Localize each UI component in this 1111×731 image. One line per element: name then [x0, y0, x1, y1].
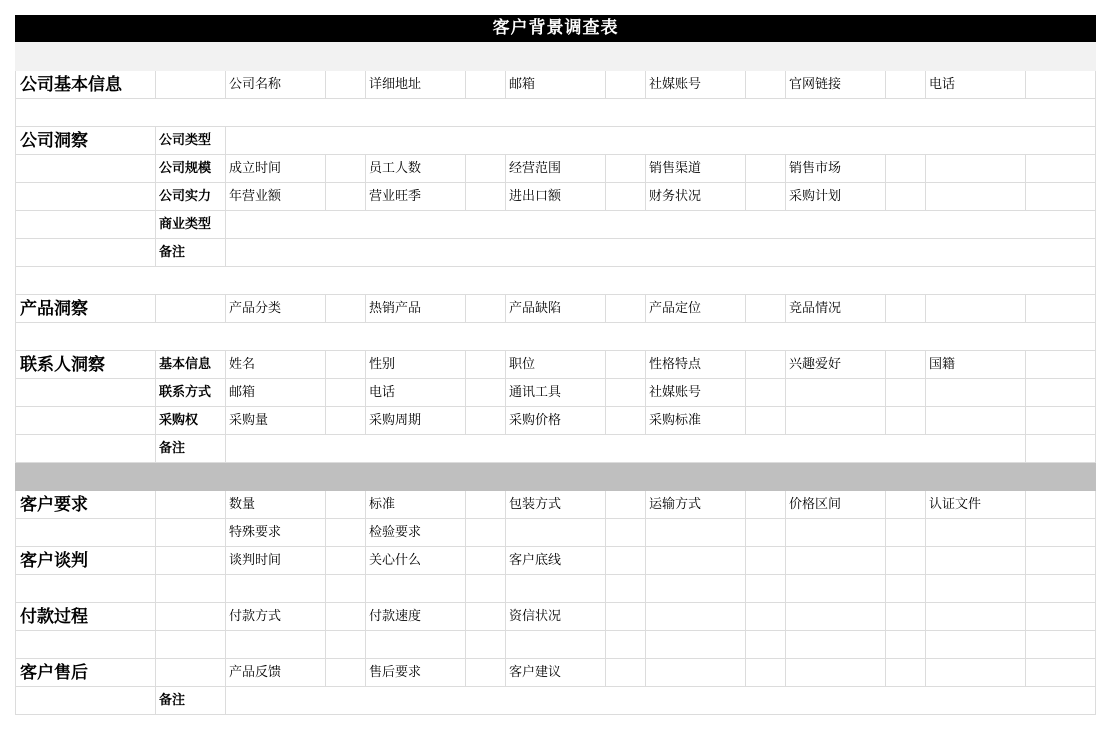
field-label: 邮箱 — [506, 71, 606, 99]
value-cell[interactable] — [746, 379, 786, 407]
table-row — [15, 71, 1096, 99]
value-cell[interactable] — [926, 379, 1026, 407]
field-label: 价格区间 — [786, 491, 886, 519]
value-cell[interactable] — [886, 519, 926, 547]
value-cell[interactable] — [746, 407, 786, 435]
field-label: 竞品情况 — [786, 295, 886, 323]
value-cell[interactable] — [466, 155, 506, 183]
value-cell[interactable] — [746, 351, 786, 379]
field-label: 销售市场 — [786, 155, 886, 183]
field-label: 运输方式 — [646, 491, 746, 519]
value-cell[interactable] — [326, 659, 366, 687]
value-cell[interactable] — [466, 71, 506, 99]
value-cell[interactable] — [326, 491, 366, 519]
value-cell[interactable] — [646, 547, 746, 575]
field-label: 检验要求 — [366, 519, 466, 547]
value-cell[interactable] — [606, 183, 646, 211]
value-cell[interactable] — [886, 491, 926, 519]
field-label: 社媒账号 — [646, 71, 746, 99]
field-label: 进出口额 — [506, 183, 606, 211]
value-cell[interactable] — [746, 659, 786, 687]
field-label: 售后要求 — [366, 659, 466, 687]
field-label: 电话 — [926, 71, 1026, 99]
value-cell[interactable] — [886, 631, 926, 659]
value-cell[interactable] — [886, 351, 926, 379]
value-cell[interactable] — [786, 603, 886, 631]
blank-row-cell[interactable] — [15, 323, 1096, 351]
field-label: 付款速度 — [366, 603, 466, 631]
value-cell[interactable] — [466, 519, 506, 547]
field-label: 热销产品 — [366, 295, 466, 323]
value-cell[interactable] — [786, 631, 886, 659]
empty-cell[interactable] — [15, 631, 156, 659]
value-cell[interactable] — [886, 547, 926, 575]
note-cell[interactable] — [226, 239, 1096, 267]
field-label: 采购计划 — [786, 183, 886, 211]
table-row — [15, 659, 1096, 687]
field-label: 数量 — [226, 491, 326, 519]
field-label: 采购周期 — [366, 407, 466, 435]
value-cell[interactable] — [326, 295, 366, 323]
field-label: 性别 — [366, 351, 466, 379]
value-cell[interactable] — [746, 575, 786, 603]
value-cell[interactable] — [786, 547, 886, 575]
field-label: 客户底线 — [506, 547, 606, 575]
field-label: 采购标准 — [646, 407, 746, 435]
field-label: 官网链接 — [786, 71, 886, 99]
value-cell[interactable] — [886, 575, 926, 603]
table-row — [15, 519, 1096, 547]
field-label: 关心什么 — [366, 547, 466, 575]
value-cell[interactable] — [886, 295, 926, 323]
value-cell[interactable] — [746, 295, 786, 323]
field-label: 国籍 — [926, 351, 1026, 379]
empty-cell[interactable] — [156, 575, 226, 603]
field-label: 财务状况 — [646, 183, 746, 211]
value-cell[interactable] — [646, 603, 746, 631]
field-label: 谈判时间 — [226, 547, 326, 575]
field-label: 电话 — [366, 379, 466, 407]
empty-cell[interactable] — [156, 491, 226, 519]
table-row — [15, 547, 1096, 575]
value-cell[interactable] — [646, 631, 746, 659]
table-row — [15, 323, 1096, 351]
value-cell[interactable] — [746, 491, 786, 519]
value-cell[interactable] — [786, 519, 886, 547]
value-cell[interactable] — [366, 631, 466, 659]
table-row — [15, 407, 1096, 435]
field-label: 产品分类 — [226, 295, 326, 323]
field-label: 营业旺季 — [366, 183, 466, 211]
field-label: 客户建议 — [506, 659, 606, 687]
empty-cell[interactable] — [15, 687, 156, 715]
value-cell[interactable] — [466, 491, 506, 519]
table-row — [15, 183, 1096, 211]
section-divider-band — [15, 463, 1096, 491]
field-label: 特殊要求 — [226, 519, 326, 547]
value-cell[interactable] — [606, 491, 646, 519]
value-cell[interactable] — [226, 631, 326, 659]
value-cell[interactable] — [1026, 519, 1096, 547]
sub-label-contact-basic: 基本信息 — [156, 351, 226, 379]
value-cell[interactable] — [746, 519, 786, 547]
table-row — [15, 687, 1096, 715]
value-cell[interactable] — [646, 519, 746, 547]
value-cell[interactable] — [466, 183, 506, 211]
table-row — [15, 267, 1096, 295]
field-label: 职位 — [506, 351, 606, 379]
field-label: 邮箱 — [226, 379, 326, 407]
value-cell[interactable] — [466, 659, 506, 687]
table-row — [15, 127, 1096, 155]
blank-row-cell[interactable] — [15, 267, 1096, 295]
value-cell[interactable] — [226, 575, 326, 603]
empty-cell[interactable] — [15, 435, 156, 463]
value-cell[interactable] — [926, 659, 1026, 687]
value-cell[interactable] — [886, 71, 926, 99]
value-cell[interactable] — [646, 575, 746, 603]
table-row — [15, 295, 1096, 323]
field-label: 社媒账号 — [646, 379, 746, 407]
value-cell[interactable] — [466, 351, 506, 379]
table-row — [15, 351, 1096, 379]
value-cell[interactable] — [886, 155, 926, 183]
sub-label-business-type: 商业类型 — [156, 211, 226, 239]
table-row — [15, 155, 1096, 183]
value-cell[interactable] — [1026, 351, 1096, 379]
field-label: 经营范围 — [506, 155, 606, 183]
table-row — [15, 99, 1096, 127]
table-row — [15, 491, 1096, 519]
value-cell[interactable] — [1026, 155, 1096, 183]
section-payment-process: 付款过程 — [15, 603, 156, 631]
sub-label-aftersales-note: 备注 — [156, 687, 226, 715]
value-cell[interactable] — [326, 71, 366, 99]
empty-cell[interactable] — [156, 603, 226, 631]
value-cell[interactable] — [926, 155, 1026, 183]
header-spacer-band — [15, 42, 1096, 71]
value-cell[interactable] — [746, 183, 786, 211]
value-cell[interactable] — [746, 603, 786, 631]
value-cell[interactable] — [1026, 575, 1096, 603]
sheet-title: 客户背景调查表 — [15, 15, 1096, 42]
table-row — [15, 575, 1096, 603]
field-label: 标准 — [366, 491, 466, 519]
field-label: 采购价格 — [506, 407, 606, 435]
empty-cell[interactable] — [156, 71, 226, 99]
field-label: 产品缺陷 — [506, 295, 606, 323]
value-cell[interactable] — [326, 379, 366, 407]
section-contact-insight: 联系人洞察 — [15, 351, 156, 379]
value-cell[interactable] — [606, 351, 646, 379]
value-cell[interactable] — [326, 547, 366, 575]
value-cell[interactable] — [506, 631, 606, 659]
sub-label-contact-note: 备注 — [156, 435, 226, 463]
value-cell[interactable] — [466, 379, 506, 407]
value-cell[interactable] — [926, 575, 1026, 603]
field-label: 年营业额 — [226, 183, 326, 211]
value-cell[interactable] — [1026, 183, 1096, 211]
value-cell[interactable] — [606, 71, 646, 99]
value-cell[interactable] — [326, 603, 366, 631]
field-label: 认证文件 — [926, 491, 1026, 519]
table-row — [15, 239, 1096, 267]
value-cell[interactable] — [1026, 491, 1096, 519]
value-cell[interactable] — [646, 659, 746, 687]
value-cell[interactable] — [466, 631, 506, 659]
empty-cell[interactable] — [156, 631, 226, 659]
value-cell[interactable] — [326, 183, 366, 211]
field-label: 通讯工具 — [506, 379, 606, 407]
value-cell[interactable] — [1026, 659, 1096, 687]
section-product-insight: 产品洞察 — [15, 295, 156, 323]
field-label: 包装方式 — [506, 491, 606, 519]
empty-cell[interactable] — [15, 379, 156, 407]
value-cell[interactable] — [606, 603, 646, 631]
value-cell[interactable] — [886, 183, 926, 211]
empty-cell[interactable] — [15, 183, 156, 211]
value-cell[interactable] — [926, 603, 1026, 631]
section-customer-negotiation: 客户谈判 — [15, 547, 156, 575]
blank-row-cell[interactable] — [15, 99, 1096, 127]
value-cell[interactable] — [466, 547, 506, 575]
value-cell[interactable] — [226, 127, 1096, 155]
value-cell[interactable] — [926, 631, 1026, 659]
section-after-sales: 客户售后 — [15, 659, 156, 687]
table-row — [15, 435, 1096, 463]
table-row — [15, 379, 1096, 407]
field-label: 产品定位 — [646, 295, 746, 323]
value-cell[interactable] — [1026, 631, 1096, 659]
empty-cell[interactable] — [15, 211, 156, 239]
value-cell[interactable] — [606, 547, 646, 575]
value-cell[interactable] — [606, 407, 646, 435]
empty-cell[interactable] — [15, 155, 156, 183]
value-cell[interactable] — [926, 295, 1026, 323]
empty-cell[interactable] — [15, 519, 156, 547]
value-cell[interactable] — [226, 211, 1096, 239]
value-cell[interactable] — [606, 155, 646, 183]
field-label: 兴趣爱好 — [786, 351, 886, 379]
field-label: 员工人数 — [366, 155, 466, 183]
value-cell[interactable] — [466, 603, 506, 631]
value-cell[interactable] — [506, 575, 606, 603]
value-cell[interactable] — [606, 519, 646, 547]
value-cell[interactable] — [746, 631, 786, 659]
table-row — [15, 603, 1096, 631]
value-cell[interactable] — [506, 519, 606, 547]
value-cell[interactable] — [466, 575, 506, 603]
value-cell[interactable] — [606, 379, 646, 407]
value-cell[interactable] — [466, 295, 506, 323]
value-cell[interactable] — [326, 155, 366, 183]
value-cell[interactable] — [326, 631, 366, 659]
survey-sheet — [15, 15, 1096, 715]
sub-label-company-strength: 公司实力 — [156, 183, 226, 211]
field-label: 详细地址 — [366, 71, 466, 99]
value-cell[interactable] — [326, 575, 366, 603]
value-cell[interactable] — [746, 155, 786, 183]
value-cell[interactable] — [1026, 295, 1096, 323]
sub-label-company-type: 公司类型 — [156, 127, 226, 155]
value-cell[interactable] — [786, 575, 886, 603]
note-cell[interactable] — [226, 435, 1026, 463]
value-cell[interactable] — [1026, 407, 1096, 435]
section-company-insight: 公司洞察 — [15, 127, 156, 155]
empty-cell[interactable] — [15, 239, 156, 267]
field-label: 资信状况 — [506, 603, 606, 631]
field-label: 性格特点 — [646, 351, 746, 379]
value-cell[interactable] — [1026, 379, 1096, 407]
table-row — [15, 631, 1096, 659]
note-cell[interactable] — [226, 687, 1096, 715]
value-cell[interactable] — [886, 603, 926, 631]
empty-cell[interactable] — [15, 575, 156, 603]
value-cell[interactable] — [326, 407, 366, 435]
value-cell[interactable] — [1026, 603, 1096, 631]
value-cell[interactable] — [786, 659, 886, 687]
value-cell[interactable] — [366, 575, 466, 603]
sub-label-contact-method: 联系方式 — [156, 379, 226, 407]
sub-label-purchase-power: 采购权 — [156, 407, 226, 435]
empty-cell[interactable] — [156, 547, 226, 575]
value-cell[interactable] — [786, 379, 886, 407]
value-cell[interactable] — [746, 547, 786, 575]
value-cell[interactable] — [606, 575, 646, 603]
value-cell[interactable] — [466, 407, 506, 435]
section-customer-requirements: 客户要求 — [15, 491, 156, 519]
sub-label-company-scale: 公司规模 — [156, 155, 226, 183]
value-cell[interactable] — [1026, 547, 1096, 575]
field-label: 付款方式 — [226, 603, 326, 631]
field-label: 公司名称 — [226, 71, 326, 99]
empty-cell[interactable] — [156, 659, 226, 687]
empty-cell[interactable] — [15, 407, 156, 435]
value-cell[interactable] — [1026, 435, 1096, 463]
value-cell[interactable] — [606, 295, 646, 323]
value-cell[interactable] — [926, 183, 1026, 211]
value-cell[interactable] — [886, 407, 926, 435]
value-cell[interactable] — [786, 407, 886, 435]
value-cell[interactable] — [326, 519, 366, 547]
empty-cell[interactable] — [156, 295, 226, 323]
value-cell[interactable] — [926, 519, 1026, 547]
field-label: 销售渠道 — [646, 155, 746, 183]
value-cell[interactable] — [926, 547, 1026, 575]
empty-cell[interactable] — [156, 519, 226, 547]
value-cell[interactable] — [926, 407, 1026, 435]
value-cell[interactable] — [1026, 71, 1096, 99]
value-cell[interactable] — [606, 631, 646, 659]
section-basic-info: 公司基本信息 — [15, 71, 156, 99]
field-label: 采购量 — [226, 407, 326, 435]
value-cell[interactable] — [606, 659, 646, 687]
value-cell[interactable] — [746, 71, 786, 99]
value-cell[interactable] — [326, 351, 366, 379]
field-label: 产品反馈 — [226, 659, 326, 687]
field-label: 成立时间 — [226, 155, 326, 183]
value-cell[interactable] — [886, 659, 926, 687]
field-label: 姓名 — [226, 351, 326, 379]
table-row — [15, 211, 1096, 239]
sub-label-company-note: 备注 — [156, 239, 226, 267]
value-cell[interactable] — [886, 379, 926, 407]
